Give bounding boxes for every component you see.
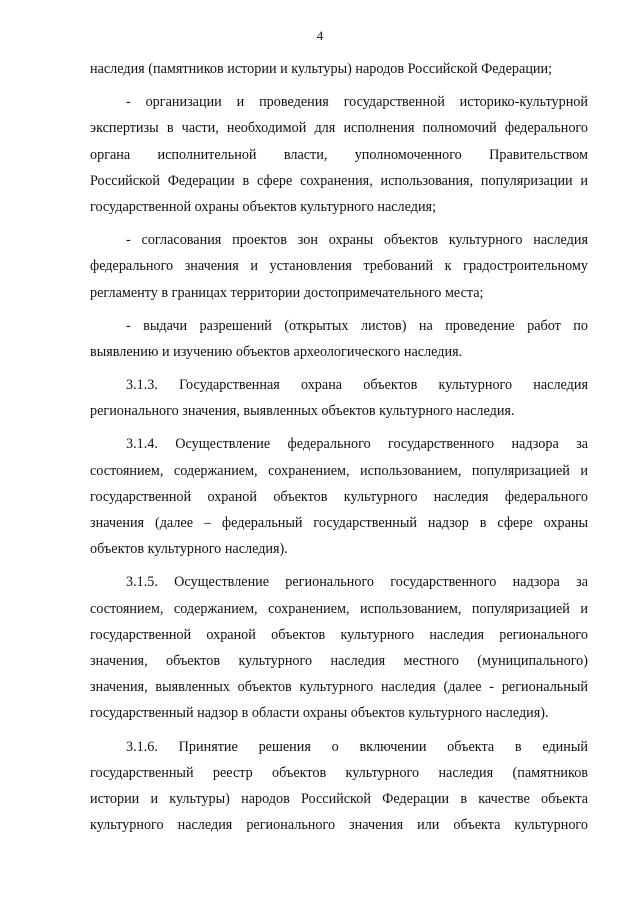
text-line: государственной охраны объектов культурного наследия; [90, 198, 437, 215]
text-line: состоянием, содержанием, сохранением, использованием, популяризацией и [90, 600, 588, 617]
paragraph-gap [90, 727, 588, 734]
text-line: культурного наследия регионального значения или объекта культурного [90, 817, 588, 834]
paragraph-p3 [90, 227, 588, 306]
text-line: Российской Федерации в сфере сохранения, использования, популяризации и [90, 172, 588, 189]
text-line: значения, объектов культурного наследия местного (муниципального) [90, 652, 588, 669]
paragraph-gap [90, 365, 588, 372]
paragraph-p4 [90, 313, 588, 365]
paragraph-p5 [90, 372, 588, 424]
text-line: значения (далее – федеральный государственный надзор в сфере охраны [90, 515, 588, 531]
page-number: 4 [316, 28, 324, 43]
text-line: - согласования проектов зон охраны объектов культурного наследия [126, 232, 588, 249]
text-line: федерального значения и установления требований к градостроительному [90, 258, 588, 275]
paragraph-gap [90, 220, 588, 227]
text-line: экспертизы в части, необходимой для исполнения полномочий федерального [90, 120, 588, 137]
paragraph-p1 [90, 56, 588, 82]
text-line: государственный реестр объектов культурного наследия (памятников [90, 764, 588, 781]
paragraph-gap [90, 306, 588, 313]
text-line: значения, выявленных объектов культурного наследия (далее - региональный [90, 679, 588, 696]
paragraph-p7 [90, 569, 588, 726]
text-line: 3.1.5. Осуществление регионального государственного надзора за [126, 574, 588, 591]
text-line: состоянием, содержанием, сохранением, использованием, популяризацией и [90, 462, 588, 479]
text-line: истории и культуры) народов Российской Федерации в качестве объекта [90, 790, 588, 807]
text-line: выявлению и изучению объектов археологического наследия. [90, 343, 463, 360]
document-body [90, 56, 588, 838]
text-line: 3.1.6. Принятие решения о включении объекта в единый [126, 738, 588, 755]
text-line: - организации и проведения государственной историко-культурной [126, 94, 588, 111]
text-line: - выдачи разрешений (открытых листов) на проведение работ по [126, 317, 588, 334]
paragraph-gap [90, 424, 588, 431]
text-line: 3.1.4. Осуществление федерального государственного надзора за [126, 436, 588, 453]
text-line: наследия (памятников истории и культуры) народов Российской Федерации; [90, 61, 553, 77]
paragraph-gap [90, 82, 588, 89]
text-line: органа исполнительной власти, уполномоченного Правительством [90, 146, 588, 163]
text-line: государственной охраной объектов культурного наследия регионального [90, 626, 588, 643]
text-line: регламенту в границах территории достопримечательного места; [90, 284, 484, 301]
paragraph-gap [90, 562, 588, 569]
paragraph-p2 [90, 89, 588, 220]
text-line: государственной охраной объектов культурного наследия федерального [90, 488, 588, 505]
text-line: государственный надзор в области охраны объектов культурного наследия). [90, 705, 549, 722]
text-line: регионального значения, выявленных объектов культурного наследия. [90, 403, 515, 420]
text-line: 3.1.3. Государственная охрана объектов культурного наследия [126, 377, 588, 394]
paragraph-p6 [90, 431, 588, 562]
text-line: объектов культурного наследия). [90, 541, 288, 558]
paragraph-p8 [90, 734, 588, 839]
